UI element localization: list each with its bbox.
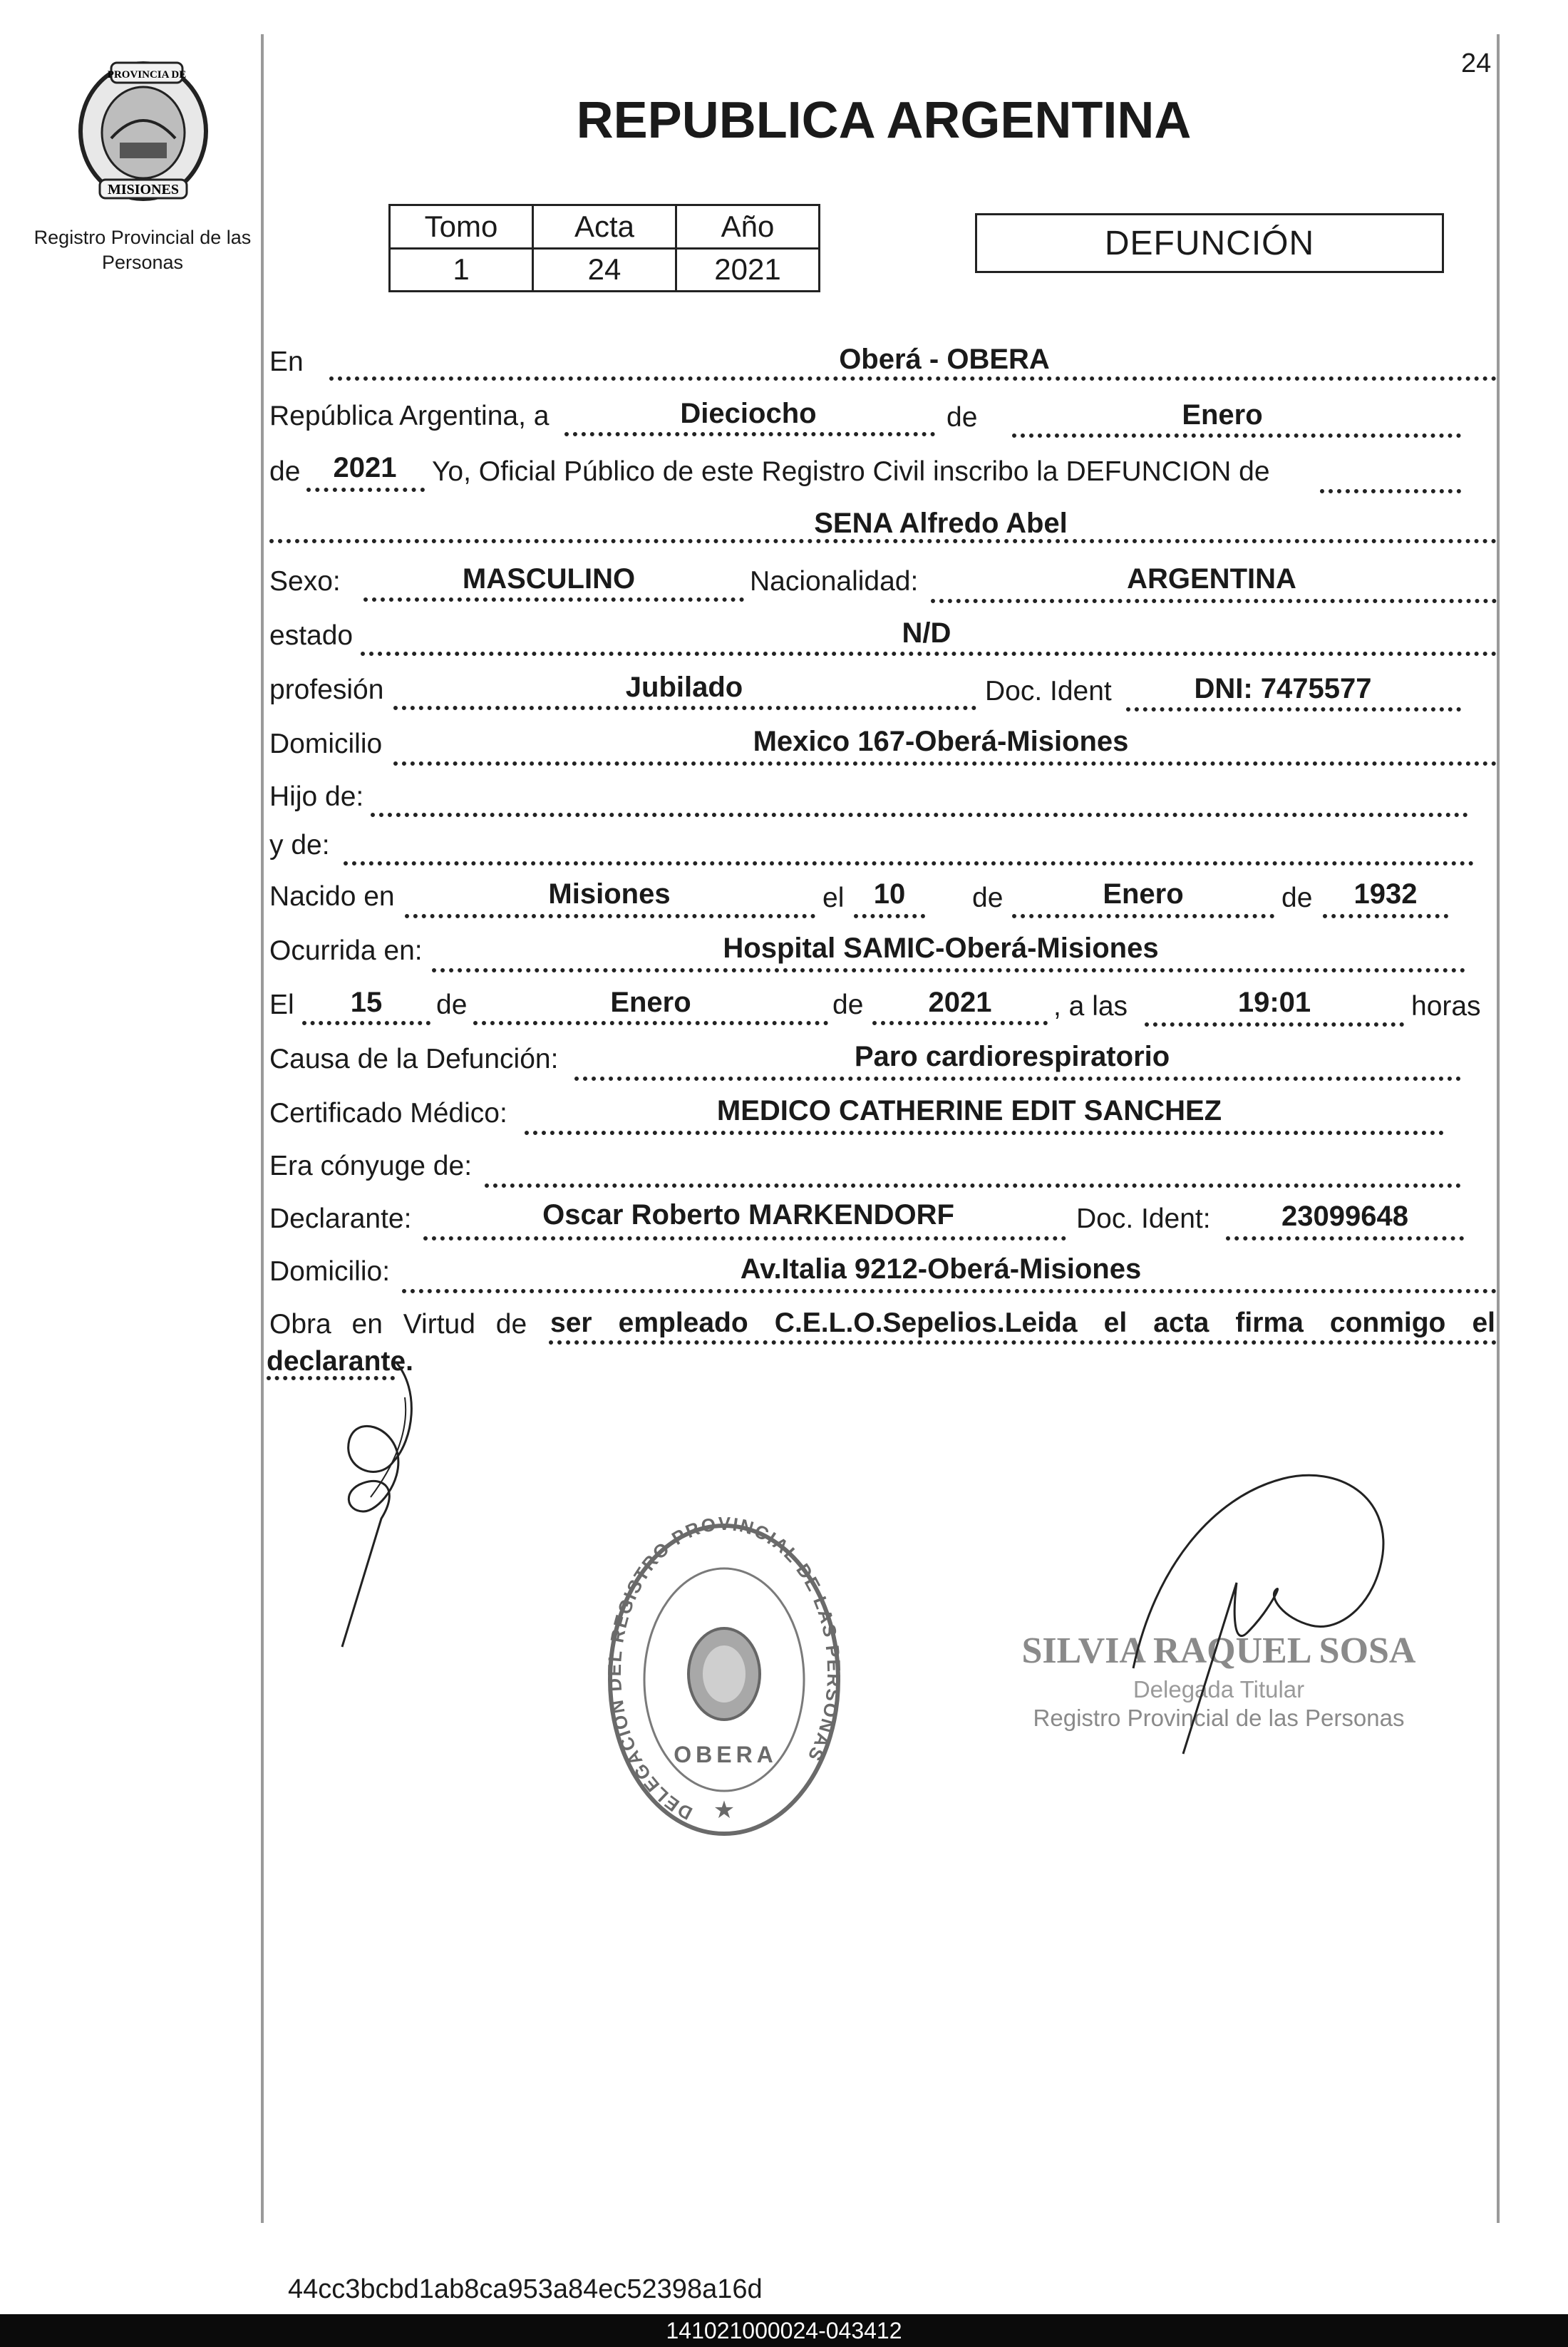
en-label: En bbox=[269, 346, 304, 377]
domicilio-dots bbox=[393, 761, 1497, 766]
death-month-dots bbox=[473, 1021, 828, 1025]
stamp-ring-text: DELEGACION DEL REGISTRO PROVINCIAL DE LAS PERSONAS bbox=[603, 1516, 845, 1824]
signature-name: SILVIA RAQUEL SOSA bbox=[1021, 1630, 1416, 1671]
declarante-label: Declarante: bbox=[269, 1203, 412, 1234]
hijo-label: Hijo de: bbox=[269, 781, 364, 812]
right-margin-line bbox=[1497, 34, 1500, 2223]
record-header-tomo: Tomo bbox=[390, 205, 533, 249]
el-label: el bbox=[822, 883, 845, 913]
death-year: 2021 bbox=[928, 987, 992, 1018]
sexo-value: MASCULINO bbox=[462, 563, 636, 595]
signature-office: Registro Provincial de las Personas bbox=[1033, 1705, 1405, 1731]
de-label-3: de bbox=[972, 883, 1004, 913]
nacionalidad-dots bbox=[931, 599, 1497, 603]
stamp-star-icon: ★ bbox=[713, 1797, 736, 1824]
yo-text: Yo, Oficial Público de este Registro Civil inscribo la DEFUNCION de bbox=[432, 456, 1270, 487]
doc-value: DNI: 7475577 bbox=[1194, 673, 1372, 704]
official-stamp bbox=[603, 1516, 845, 1844]
republica-label: República Argentina, a bbox=[269, 401, 550, 431]
conyuge-label: Era cónyuge de: bbox=[269, 1151, 473, 1181]
nacionalidad-label: Nacionalidad: bbox=[750, 566, 919, 597]
profesion-dots bbox=[393, 706, 976, 710]
death-day-dots bbox=[302, 1021, 430, 1025]
yo-dots bbox=[1320, 489, 1461, 493]
declarante-doc-label: Doc. Ident: bbox=[1076, 1203, 1211, 1234]
stamp-city: OBERA bbox=[674, 1742, 778, 1767]
hijo-dots bbox=[371, 813, 1468, 817]
birth-year: 1932 bbox=[1353, 878, 1418, 910]
record-header-acta: Acta bbox=[533, 205, 676, 249]
yde-label: y de: bbox=[269, 830, 330, 861]
ocurrida-dots bbox=[432, 968, 1465, 972]
seal-bottom-text: MISIONES bbox=[107, 182, 180, 197]
document-title: REPUBLICA ARGENTINA bbox=[576, 92, 1192, 149]
certificado-dots bbox=[525, 1131, 1444, 1135]
certificado-value: MEDICO CATHERINE EDIT SANCHEZ bbox=[716, 1095, 1222, 1126]
de-label-4: de bbox=[1281, 883, 1313, 913]
horas-label: horas bbox=[1411, 991, 1481, 1022]
death-year-dots bbox=[872, 1021, 1048, 1025]
obra-label: Obra en Virtud de bbox=[269, 1309, 527, 1340]
de-label-2: de bbox=[269, 456, 301, 487]
record-value-tomo: 1 bbox=[390, 248, 533, 292]
El-label: El bbox=[269, 990, 294, 1020]
birth-month-dots bbox=[1012, 914, 1274, 918]
record-value-acta: 24 bbox=[533, 248, 676, 292]
declarante-domicilio-label: Domicilio: bbox=[269, 1256, 391, 1287]
name-dots bbox=[269, 539, 1497, 543]
ocurrida-label: Ocurrida en: bbox=[269, 935, 423, 966]
estado-label: estado bbox=[269, 620, 354, 651]
record-type-box bbox=[975, 213, 1444, 273]
alas-label: , a las bbox=[1053, 991, 1128, 1022]
footer-code-bar bbox=[0, 2314, 1568, 2347]
de-label-1: de bbox=[947, 402, 978, 433]
month-dots bbox=[1012, 433, 1461, 438]
estado-value: N/D bbox=[902, 617, 951, 649]
left-margin-line bbox=[261, 34, 264, 2223]
registration-month: Enero bbox=[1182, 399, 1263, 431]
nacido-value: Misiones bbox=[548, 878, 671, 910]
conyuge-dots bbox=[485, 1183, 1461, 1188]
record-table bbox=[388, 204, 820, 292]
nacido-label: Nacido en bbox=[269, 881, 395, 912]
record-value-anio: 2021 bbox=[676, 248, 820, 292]
obra-value-cont: declarante. bbox=[267, 1346, 413, 1377]
death-day: 15 bbox=[350, 987, 383, 1018]
birth-day: 10 bbox=[873, 878, 906, 910]
record-header-anio: Año bbox=[676, 205, 820, 249]
declarante-value: Oscar Roberto MARKENDORF bbox=[542, 1199, 954, 1231]
en-dots bbox=[329, 376, 1497, 381]
profesion-label: profesión bbox=[269, 674, 384, 705]
causa-value: Paro cardiorespiratorio bbox=[854, 1041, 1170, 1072]
de-label-5: de bbox=[436, 990, 468, 1020]
causa-dots bbox=[574, 1077, 1461, 1081]
sexo-label: Sexo: bbox=[269, 566, 341, 597]
footer-code: 141021000024-043412 bbox=[666, 2318, 902, 2343]
yde-dots bbox=[344, 861, 1474, 866]
declarant-signature bbox=[314, 1347, 456, 1661]
death-registration-day: Dieciocho bbox=[680, 398, 817, 429]
estado-dots bbox=[361, 652, 1497, 656]
signature-title: Delegada Titular bbox=[1133, 1676, 1305, 1703]
nacionalidad-value: ARGENTINA bbox=[1127, 563, 1296, 595]
registry-caption: Registro Provincial de las Personas bbox=[33, 227, 252, 274]
record-type: DEFUNCIÓN bbox=[1104, 224, 1315, 262]
sexo-dots bbox=[363, 597, 744, 602]
domicilio-value: Mexico 167-Oberá-Misiones bbox=[753, 726, 1129, 757]
declarante-domicilio-dots bbox=[402, 1289, 1497, 1293]
death-month: Enero bbox=[610, 987, 691, 1018]
deceased-name: SENA Alfredo Abel bbox=[814, 508, 1068, 539]
certificado-label: Certificado Médico: bbox=[269, 1098, 507, 1129]
profesion-value: Jubilado bbox=[625, 672, 743, 703]
obra-dots bbox=[549, 1340, 1497, 1345]
death-time-dots bbox=[1145, 1022, 1404, 1027]
birth-month: Enero bbox=[1103, 878, 1184, 910]
domicilio-label: Domicilio bbox=[269, 729, 383, 759]
obra-value: ser empleado C.E.L.O.Sepelios.Leida el acta firma conmigo el bbox=[550, 1308, 1495, 1338]
year-dots bbox=[306, 488, 425, 492]
nacido-dots bbox=[405, 914, 815, 918]
day-dots bbox=[564, 432, 935, 436]
birth-year-dots bbox=[1323, 914, 1448, 918]
registration-year: 2021 bbox=[333, 452, 397, 483]
birth-day-dots bbox=[854, 914, 925, 918]
de-label-6: de bbox=[832, 990, 864, 1020]
declarante-doc-dots bbox=[1226, 1236, 1464, 1241]
official-signature bbox=[1126, 1469, 1411, 1768]
seal-top-text: PROVINCIA DE bbox=[107, 69, 187, 81]
page-number: 24 bbox=[1461, 48, 1492, 78]
declarante-dots bbox=[423, 1236, 1066, 1241]
doc-label: Doc. Ident bbox=[985, 676, 1112, 707]
causa-label: Causa de la Defunción: bbox=[269, 1044, 559, 1074]
death-time: 19:01 bbox=[1237, 987, 1311, 1018]
doc-dots bbox=[1126, 707, 1461, 712]
declarante-domicilio-value: Av.Italia 9212-Oberá-Misiones bbox=[740, 1253, 1142, 1285]
ocurrida-value: Hospital SAMIC-Oberá-Misiones bbox=[723, 933, 1159, 964]
en-value: Oberá - OBERA bbox=[839, 344, 1050, 375]
document-hash: 44cc3bcbd1ab8ca953a84ec52398a16d bbox=[288, 2274, 763, 2304]
declarante-doc-value: 23099648 bbox=[1281, 1201, 1408, 1232]
